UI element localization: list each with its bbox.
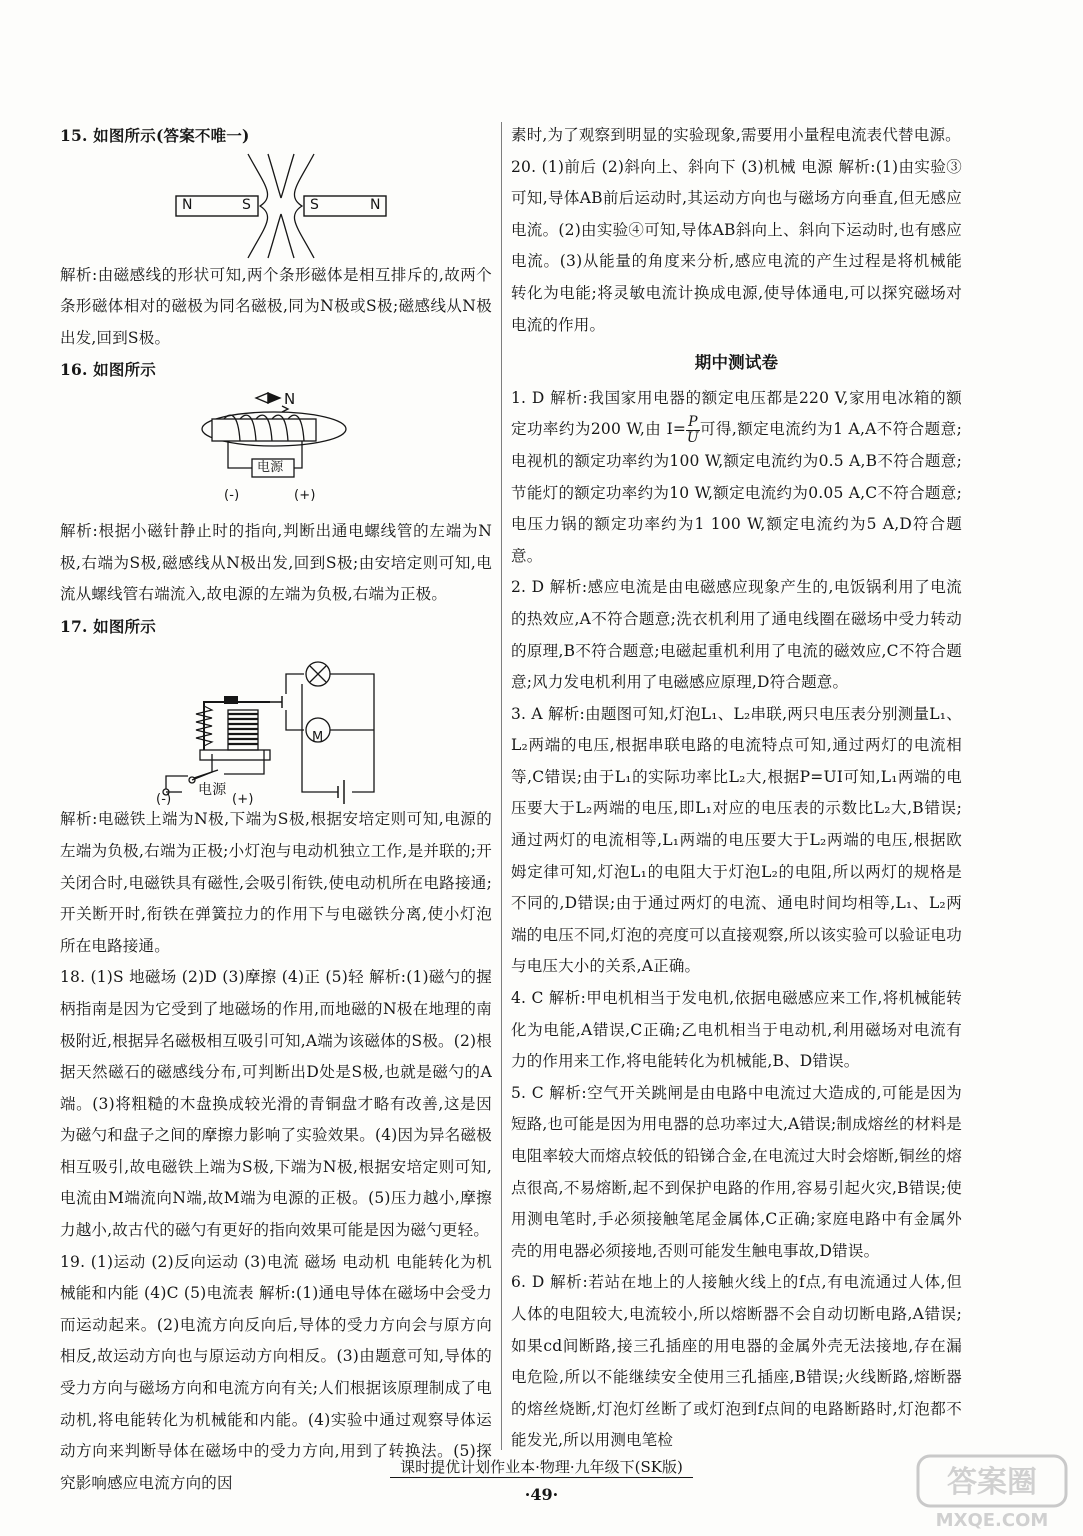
q16-analysis: 解析:根据小磁针静止时的指向,判断出通电螺线管的左端为N极,右端为S极,磁感线从N极出发,回到S极;由安培定则可知,电流从螺线管右端流入,故电源的左端为负极,右端为正极。 (60, 521, 492, 604)
midterm-q3: 3. A 解析:由题图可知,灯泡L₁、L₂串联,两只电压表分别测量L₁、L₂两端的电压,根据串联电路的电流特点可知,通过两灯的电流相等,C错误;由于L₁的实际功率比L₂大,根据P=UI可知,L₁两端的电压要大于L₂两端的电压,即L₁对应的电压表的示数比L₂大,B错误;通过两灯的电流相等,L₁两端的电压要大于L₂两端的电压,根据欧姆定律可知,灯泡L₁的电阻大于灯泡L₂的电阻,所以两灯的规格是不同的,D错误;由于通过两灯的电流、通电时间均相等,L₁、L₂两端的电压不同,灯泡的亮度可以直接观察,所以该实验可以验证电功与电压大小的关系,A正确。 (511, 704, 962, 976)
q15-label-s-right: S (310, 196, 320, 213)
q17-label-source: 电源 (198, 782, 227, 799)
q16-head: 16. 如图所示 (60, 360, 156, 380)
q17-label-motor: M (312, 730, 324, 746)
fraction-numerator: P (688, 413, 698, 430)
q18-answer: 18. (1)S 地磁场 (2)D (3)摩擦 (4)正 (5)轻 解析:(1)磁勺的握柄指南是因为它受到了地磁场的作用,而地磁的N极在地理的南极附近,根据异名磁极相互吸引可知,A端为该磁体的S极。(2)根据天然磁石的磁感线分布,可判断出D处是S极,也就是磁勺的A端。(3)将粗糙的木盘换成较光滑的青铜盘才略有改善,这是因为磁勺和盘子之间的摩擦力影响了实验效果。(4)因为异名磁极相互吸引,故电磁铁上端为S极,下端为N极,根据安培定则可知,电流由M端流向N端,故M端为电源的正极。(5)压力越小,摩擦力越小,故古代的磁勺有更好的指向效果可能是因为磁勺更轻。 (60, 968, 492, 1240)
midterm-q1-text-a: 1. D 解析:我国家用电器的额定电压都是220 V,家用电冰箱的额定功率约为200 W,由 I= (511, 388, 962, 439)
q20-answer: 20. (1)前后 (2)斜向上、斜向下 (3)机械 电源 解析:(1)由实验③可知,导体AB前后运动时,其运动方向也与磁场方向垂直,但无感应电流。(2)由实验④可知,导体AB斜向上、斜向下运动时,也有感应电流。(3)从能量的角度来分析,感应电流的产生过程是将机械能转化为电能;将灵敏电流计换成电源,使导体通电,可以探究磁场对电流的作用。 (511, 157, 963, 334)
q15-head: 15. 如图所示(答案不唯一) (60, 126, 250, 145)
midterm-q5: 5. C 解析:空气开关跳闸是由电路中电流过大造成的,可能是因为短路,也可能是因为用电器的总功率过大,A错误;制成熔丝的材料是电阻率较大而熔点较低的铅锑合金,在电流过大时会熔断,铜丝的熔点很高,不易熔断,起不到保护电路的作用,容易引起火灾,B错误;使用测电笔时,手必须接触笔尾金属体,C正确;家庭电路中有金属外壳的用电器必须接地,否则可能发生触电事故,D错误。 (511, 1083, 962, 1260)
watermark-url-text: MXQE.COM (935, 1510, 1049, 1531)
q15-figure (172, 152, 392, 260)
q17-label-minus: (-) (156, 792, 172, 808)
watermark-stamp (912, 1452, 1072, 1532)
q16-figure (198, 386, 358, 516)
solenoid-diagram (198, 386, 358, 516)
column-divider (501, 122, 502, 1450)
section-title: 期中测试卷 (694, 353, 779, 373)
q17-analysis: 解析:电磁铁上端为N极,下端为S极,根据安培定则可知,电源的左端为负极,右端为正极;小灯泡与电动机独立工作,是并联的;开关闭合时,电磁铁具有磁性,会吸引衔铁,使电动机所在电路接通;开关断开时,衔铁在弹簧拉力的作用下与电磁铁分离,使小灯泡所在电路接通。 (60, 810, 492, 955)
left-column (60, 120, 492, 1499)
bar-magnets-diagram (172, 152, 392, 260)
q16-label-plus: (+) (294, 487, 316, 503)
q15-label-n-right: N (370, 196, 381, 213)
fraction-denominator: U (686, 429, 699, 446)
q15-label-n-left: N (182, 196, 193, 213)
midterm-q6: 6. D 解析:若站在地上的人接触火线上的f点,有电流通过人体,但人体的电阻较大,电流较小,所以熔断器不会自动切断电路,A错误;如果cd间断路,接三孔插座的用电器的金属外壳无法接地,存在漏电危险,所以不能继续安全使用三孔插座,B错误;火线断路,熔断器的熔丝烧断,灯泡灯丝断了或灯泡到f点间的电路断路时,灯泡都不能发光,所以用测电笔检 (511, 1273, 962, 1450)
q19-answer: 19. (1)运动 (2)反向运动 (3)电流 磁场 电动机 电能转化为机械能和内能 (4)C (5)电流表 解析:(1)通电导体在磁场中会受力而运动起来。(2)电流方向反向后,导体的受力方向会与原方向相反,故运动方向也与原运动方向相反。(3)由题意可知,导体的受力方向与磁场方向和电流方向有关;人们根据该原理制成了电动机,将电能转化为机械能和内能。(4)实验中通过观察导体运动方向来判断导体在磁场中的受力方向,用到了转换法。(5)探究影响感应电流方向的因 (60, 1252, 492, 1492)
page-number: ·49· (524, 1485, 559, 1504)
midterm-q1 (511, 383, 962, 573)
q17-head: 17. 如图所示 (60, 616, 156, 636)
midterm-q4: 4. C 解析:甲电机相当于发电机,依据电磁感应来工作,将机械能转化为电能,A错误,C正确;乙电机相当于电动机,利用磁场对电流有力的作用来工作,将电能转化为机械能,B、D错误。 (511, 989, 962, 1071)
q16-label-minus: (-) (224, 487, 240, 503)
q16-label-source: 电源 (257, 459, 284, 475)
q17-label-plus: (+) (232, 792, 254, 808)
q16-label-n: N (284, 389, 296, 408)
watermark-logo (912, 1452, 1072, 1532)
q15-label-s-left: S (242, 196, 252, 213)
footer-book-title: 课时提优计划作业本·物理·九年级下(SK版) (390, 1458, 693, 1478)
q19-continued: 素时,为了观察到明显的实验现象,需要用小量程电流表代替电源。 (511, 126, 961, 144)
q17-figure (152, 644, 398, 808)
watermark-main-text: 答案圈 (947, 1465, 1037, 1500)
electromagnetic-relay-diagram (152, 644, 398, 804)
formula-fraction (686, 415, 700, 446)
q15-analysis: 解析:由磁感线的形状可知,两个条形磁体是相互排斥的,故两个条形磁体相对的磁极为同名磁极,同为N极或S极;磁感线从N极出发,回到S极。 (60, 265, 492, 347)
midterm-q2: 2. D 解析:感应电流是由电磁感应现象产生的,电饭锅利用了电流的热效应,A不符合题意;洗衣机利用了通电线圈在磁场中受力转动的原理,B不符合题意;电磁起重机利用了电流的磁效应,C不符合题意;风力发电机利用了电磁感应原理,D符合题意。 (511, 578, 962, 692)
midterm-q1-text-b: 可得,额定电流约为1 A,A不符合题意;电视机的额定功率约为100 W,额定电流约为0.5 A,B不符合题意;节能灯的额定功率约为10 W,额定电流约为0.05 A,C不符合题意;电压力锅的额定功率约为1 100 W,额定电流约为5 A,D符合题意。 (511, 420, 962, 565)
right-column (511, 120, 962, 1457)
